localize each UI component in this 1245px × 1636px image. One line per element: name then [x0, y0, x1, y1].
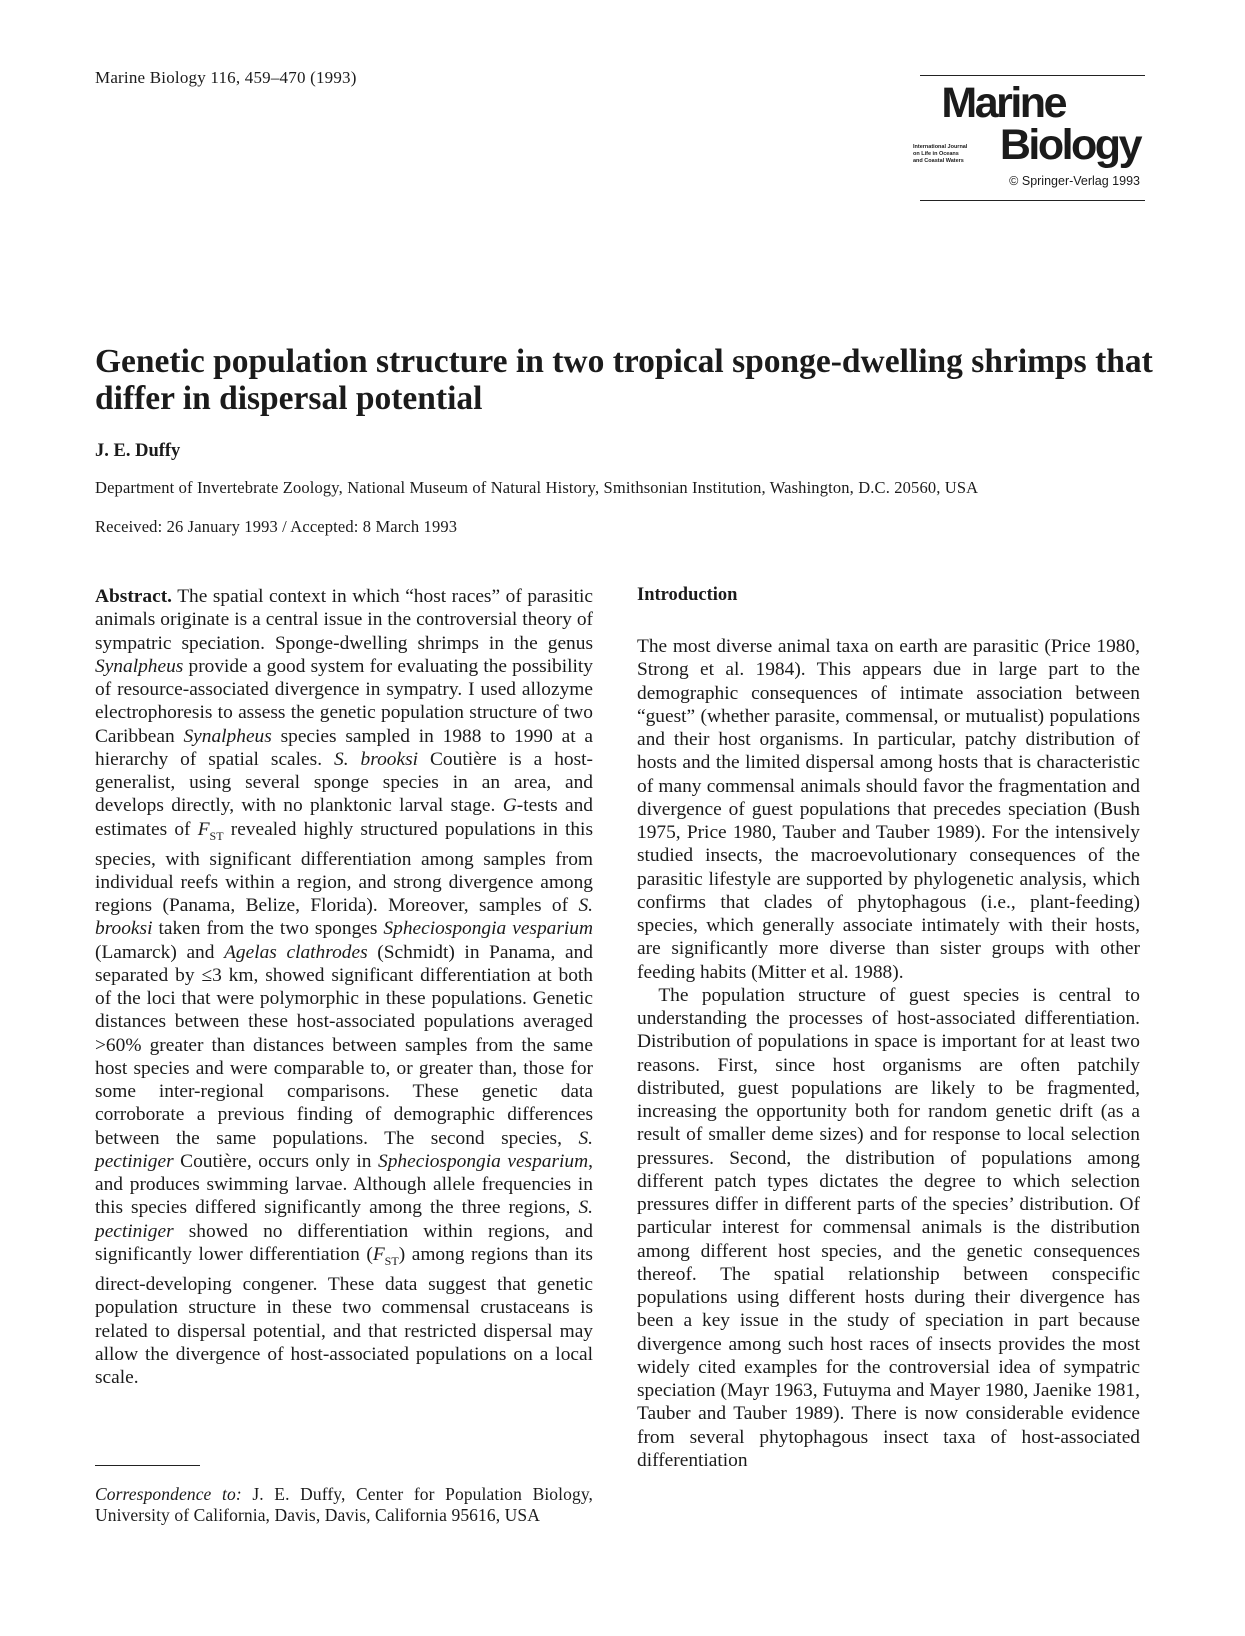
footnote-divider: [95, 1465, 200, 1466]
footnote-text: J. E. Duffy, Center for Population Biology, University of California, Davis, Davis, California 95616, USA: [95, 1484, 594, 1525]
abstract-text: provide a good system for evaluating the possibility of resource-associated divergence in sympatry. I used allozyme electrophoresis to assess the genetic population structure of two Caribbean: [95, 655, 593, 747]
abstract-text: species sampled in 1988 to 1990 at a hierarchy of spatial scales.: [95, 725, 593, 770]
abstract-text: Coutière, occurs only in: [173, 1150, 379, 1172]
abstract-taxon: Synalpheus: [183, 725, 272, 747]
logo-tagline-line: and Coastal Waters: [913, 158, 964, 164]
abstract-taxon: Spheciospongia vesparium: [378, 1150, 589, 1172]
logo-bottom-rule: [920, 200, 1145, 201]
abstract: [95, 585, 593, 1389]
abstract-taxon: S. pectiniger: [95, 1197, 593, 1242]
journal-logo: [913, 75, 1145, 203]
copyright-notice: © Springer-Verlag 1993: [1009, 174, 1140, 188]
correspondence-footnote: [95, 1484, 593, 1525]
abstract-text: -tests and estimates of: [95, 795, 594, 840]
footnote-label: Correspondence to:: [95, 1484, 242, 1504]
abstract-subscript: ST: [384, 1253, 399, 1268]
abstract-taxon: S. brooksi: [95, 895, 593, 940]
abstract-text: revealed highly structured populations in this species, with significant differentiation among samples from individual reefs within a region, and strong divergence among regions (Panama, Belize, Florida). Moreover, samples of: [95, 818, 593, 917]
abstract-symbol: F: [197, 818, 210, 840]
logo-tagline: [913, 144, 975, 165]
abstract-text: ) among regions than its direct-developing congener. These data suggest that genetic population structure in these two commensal crustaceans is related to dispersal potential, and that restricted dispersal may allow the divergence of host-associated populations on a local scale.: [95, 1243, 593, 1388]
logo-tagline-line: on Life in Oceans: [913, 151, 959, 157]
journal-citation: Marine Biology 116, 459–470 (1993): [95, 68, 357, 87]
abstract-text: showed no differentiation within regions, and significantly lower differentiation (: [95, 1220, 593, 1265]
abstract-subscript: ST: [209, 828, 224, 843]
abstract-taxon: S. brooksi: [334, 748, 419, 770]
introduction-section: [637, 584, 1140, 1472]
introduction-heading: Introduction: [637, 585, 738, 605]
abstract-text: (Lamarck) and: [95, 941, 225, 963]
abstract-text: (Schmidt) in Panama, and separated by ≤3 km, showed significant differentiation at both of the loci that were polymorphic in these populations. Genetic distances between these host-associated populations averaged >60% greater than distances between samples from the same host species and were comparable to, or greater than, those for some inter-regional comparisons. These genetic data corroborate a previous finding of demographic differences between the same populations. The second species,: [95, 941, 593, 1149]
abstract-taxon: Synalpheus: [95, 655, 184, 677]
abstract-taxon: Agelas clathrodes: [224, 941, 368, 963]
abstract-text: , and produces swimming larvae. Although allele frequencies in this species differed significantly among the three regions,: [95, 1150, 593, 1219]
author-affiliation: Department of Invertebrate Zoology, National Museum of Natural History, Smithsonian Institution, Washington, D.C. 20560, USA: [95, 478, 979, 497]
abstract-label: Abstract.: [95, 586, 173, 607]
abstract-text: taken from the two sponges: [152, 918, 384, 940]
abstract-symbol: G: [502, 795, 517, 817]
abstract-taxon: Spheciospongia vesparium: [383, 918, 593, 940]
received-accepted-dates: Received: 26 January 1993 / Accepted: 8 March 1993: [95, 517, 458, 536]
author-name: J. E. Duffy: [95, 441, 181, 461]
article-title: Genetic population structure in two tropical sponge-dwelling shrimps that differ in dispersal potential: [95, 343, 1153, 417]
abstract-taxon: S. pectiniger: [95, 1127, 593, 1172]
abstract-text: Coutière is a host-generalist, using several sponge species in an area, and develops directly, with no planktonic larval stage.: [95, 748, 594, 817]
introduction-paragraph: The most diverse animal taxa on earth are parasitic (Price 1980, Strong et al. 1984). This appears due in large part to the demographic consequences of intimate association between “guest” (whether parasite, commensal, or mutualist) populations and their host organisms. In particular, patchy distribution of hosts and the limited dispersal among hosts that is characteristic of many commensal animals should favor the fragmentation and divergence of guest populations that precedes speciation (Bush 1975, Price 1980, Tauber and Tauber 1989). For the intensively studied insects, the macroevolutionary consequences of the parasitic lifestyle are supported by phylogenetic analysis, which confirms that clades of phytophagous (i.e., plant-feeding) species, which generally associate intimately with their hosts, are significantly more diverse than sister groups with other feeding habits (Mitter et al. 1988).: [637, 636, 1140, 983]
logo-word-marine: Marine: [941, 79, 1065, 127]
abstract-text: The spatial context in which “host races” of parasitic animals originate is a central issue in the controversial theory of sympatric speciation. Sponge-dwelling shrimps in the genus: [95, 586, 593, 654]
logo-top-rule: [920, 75, 1145, 76]
introduction-paragraph: The population structure of guest species is central to understanding the processes of host-associated differentiation. Distribution of populations in space is important for at least two reasons. First, since host organisms are often patchily distributed, guest populations are likely to be fragmented, increasing the opportunity both for random genetic drift (as a result of smaller deme sizes) and for response to local selection pressures. Second, the distribution of populations among different patch types dictates the degree to which selection pressures differ in different parts of the species’ distribution. Of particular interest for commensal animals is the distribution among different host species, and the genetic consequences thereof. The spatial relationship between conspecific populations using different hosts during their divergence has been a key issue in the study of speciation in part because divergence among such host races of insects provides the most widely cited examples for the controversial idea of sympatric speciation (Mayr 1963, Futuyma and Mayer 1980, Jaenike 1981, Tauber and Tauber 1989). There is now considerable evidence from several phytophagous insect taxa of host-associated differentiation: [637, 984, 1140, 1471]
logo-word-biology: Biology: [999, 121, 1140, 169]
logo-tagline-line: International Journal: [913, 144, 968, 150]
abstract-symbol: F: [372, 1243, 385, 1265]
